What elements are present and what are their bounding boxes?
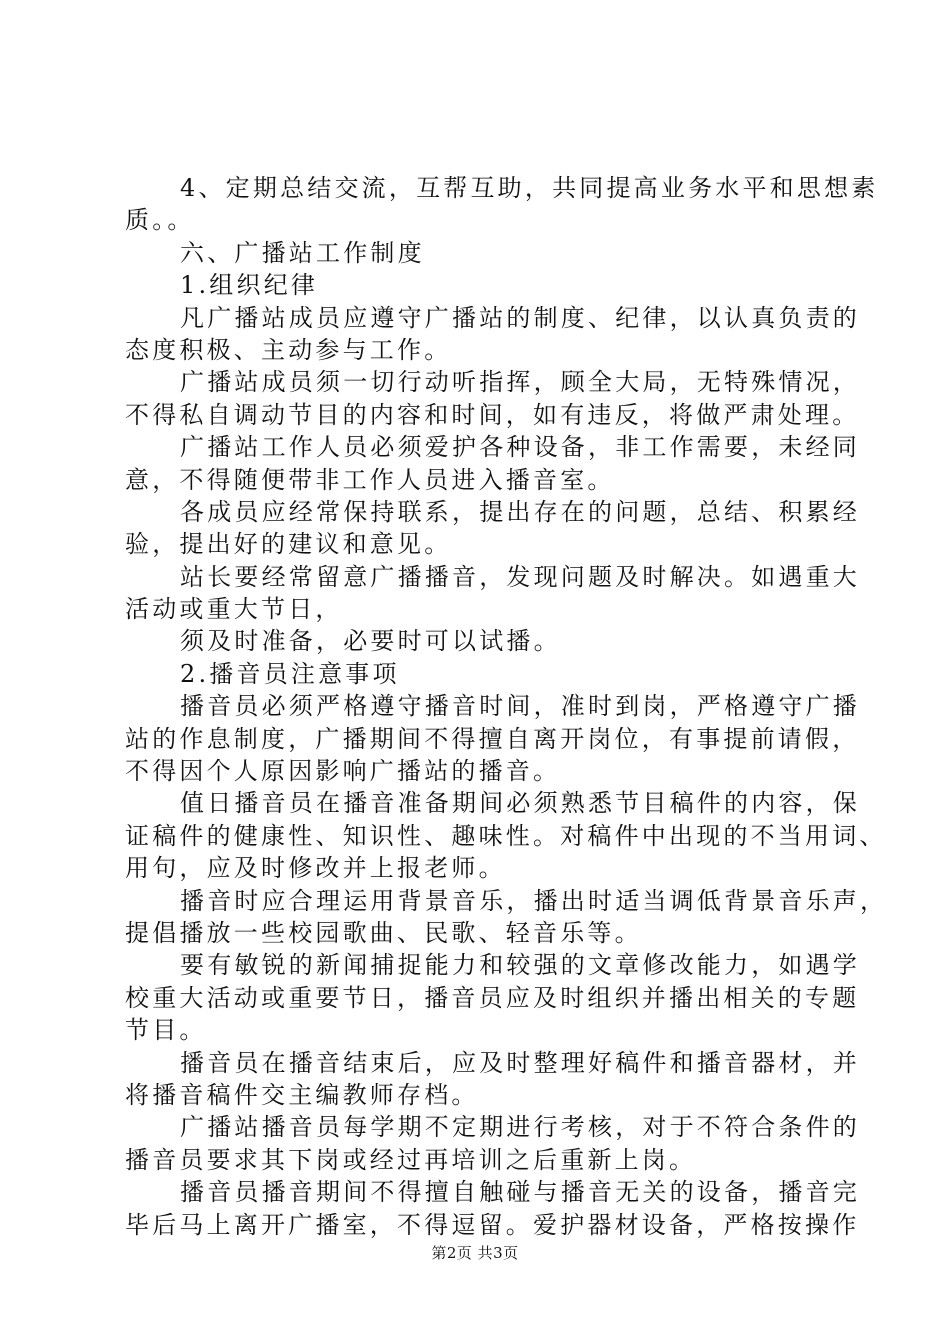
text-line: 将播音稿件交主编教师存档。 [125,1080,479,1109]
text-line: 校重大活动或重要节日，播音员应及时组织并播出相关的专题 [125,983,860,1012]
text-line: 播音员必须严格遵守播音时间，准时到岗，严格遵守广播 [180,692,860,721]
text-line: 值日播音员在播音准备期间必须熟悉节目稿件的内容，保 [180,789,860,818]
text-line: 态度积极、主动参与工作。 [125,335,452,364]
text-line: 活动或重大节日， [125,595,343,624]
text-line: 播音员在播音结束后，应及时整理好稿件和播音器材，并 [180,1048,860,1077]
text-line: 质。。 [125,206,195,235]
text-line: 节目。 [125,1016,207,1045]
text-line: 验，提出好的建议和意见。 [125,530,452,559]
text-line: 4、定期总结交流，互帮互助，共同提高业务水平和思想素 [180,174,879,202]
text-line: 播音时应合理运用背景音乐，播出时适当调低背景音乐声， [180,886,888,915]
document-body [125,172,888,1241]
text-line: 广播站工作人员必须爱护各种设备，非工作需要，未经同 [180,433,860,462]
text-line: 证稿件的健康性、知识性、趣味性。对稿件中出现的不当用词、 [125,821,887,850]
text-line: 2.播音员注意事项 [180,659,400,688]
text-line: 站的作息制度，广播期间不得擅自离开岗位，有事提前请假， [125,724,860,753]
text-line: 凡广播站成员应遵守广播站的制度、纪律，以认真负责的 [180,303,860,332]
text-line: 站长要经常留意广播播音，发现问题及时解决。如遇重大 [180,562,860,591]
page-footer: 第2页 共3页 [431,1244,519,1262]
text-line: 用句，应及时修改并上报老师。 [125,854,506,883]
text-line: 播音员要求其下岗或经过再培训之后重新上岗。 [125,1145,697,1174]
text-line: 1.组织纪律 [180,271,319,300]
text-line: 不得因个人原因影响广播站的播音。 [125,757,561,786]
text-line: 不得私自调动节目的内容和时间，如有违反，将做严肃处理。 [125,400,860,429]
text-line: 广播站播音员每学期不定期进行考核，对于不符合条件的 [180,1113,860,1142]
text-line: 意，不得随便带非工作人员进入播音室。 [125,465,615,494]
text-line: 毕后马上离开广播室，不得逗留。爱护器材设备，严格按操作 [125,1210,860,1239]
text-line: 须及时准备，必要时可以试播。 [180,627,561,656]
text-line: 提倡播放一些校园歌曲、民歌、轻音乐等。 [125,918,642,947]
text-line: 播音员播音期间不得擅自触碰与播音无关的设备，播音完 [180,1178,860,1207]
text-line: 六、广播站工作制度 [180,238,425,267]
text-line: 广播站成员须一切行动听指挥，顾全大局，无特殊情况， [180,368,860,397]
text-line: 各成员应经常保持联系，提出存在的问题，总结、积累经 [180,497,860,526]
text-line: 要有敏锐的新闻捕捉能力和较强的文章修改能力，如遇学 [180,951,860,980]
